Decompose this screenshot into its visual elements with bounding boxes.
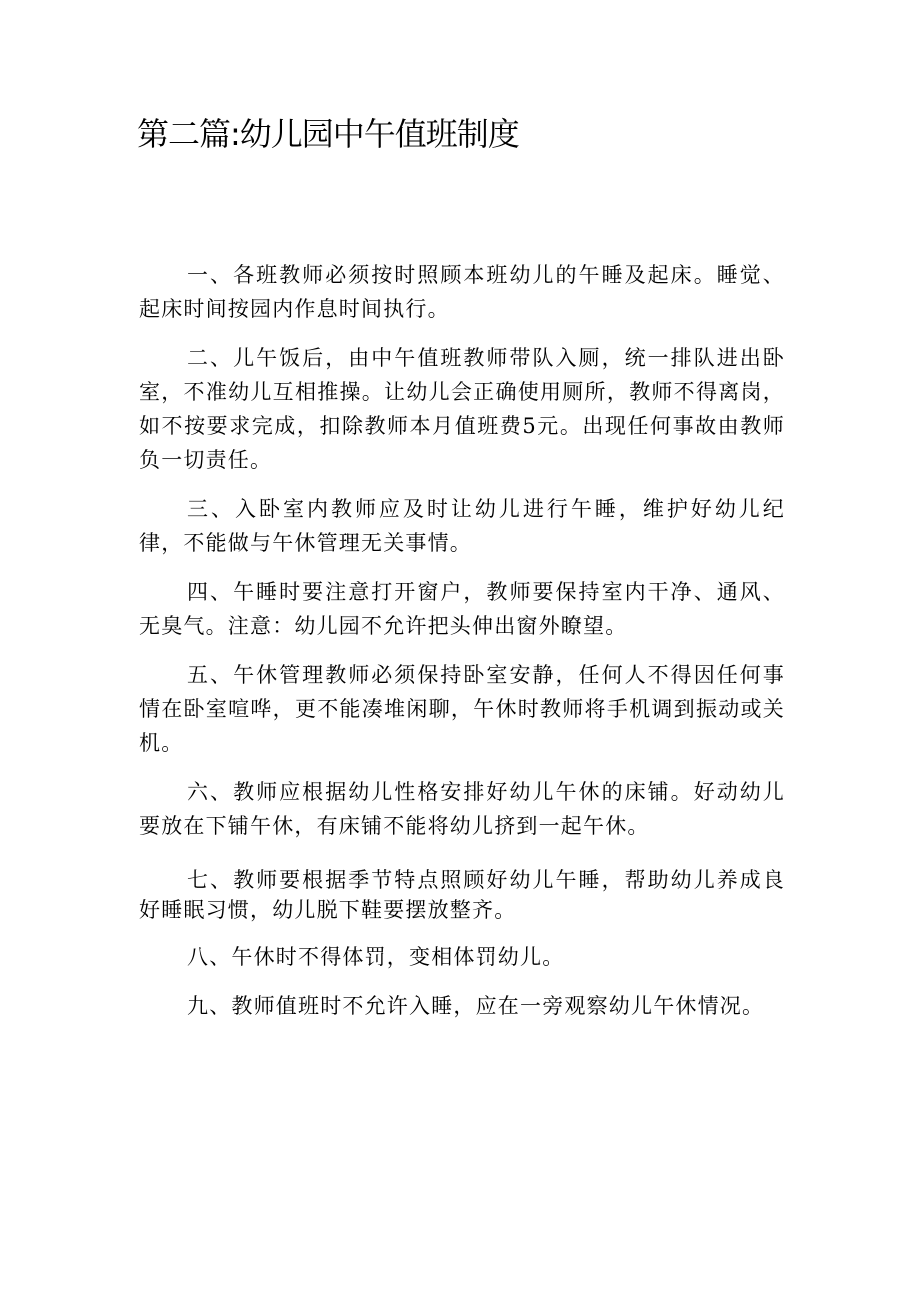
paragraph-8: 八、午休时不得体罚，变相体罚幼儿。 [187,945,565,969]
paragraph-5: 五、午休管理教师必须保持卧室安静，任何人不得因任何事情在卧室喧哗，更不能凑堆闲聊，午休时教师将手机调到振动或关机。 [139,663,785,755]
paragraph-6: 六、教师应根据幼儿性格安排好幼儿午休的床铺。好动幼儿要放在下铺午休，有床铺不能将幼儿挤到一起午休。 [139,780,785,838]
paragraph-2: 二、儿午饭后，由中午值班教师带队入厕，统一排队进出卧室，不准幼儿互相推操。让幼儿会正确使用厕所，教师不得离岗，如不按要求完成，扣除教师本月值班费5元。出现任何事故由教师负一切责任。 [139,346,785,472]
paragraph-1: 一、各班教师必须按时照顾本班幼儿的午睡及起床。睡觉、起床时间按园内作息时间执行。 [139,263,785,321]
paragraph-4: 四、午睡时要注意打开窗户，教师要保持室内干净、通风、无臭气。注意：幼儿园不允许把头伸出窗外瞭望。 [139,580,785,638]
document-title: 第二篇:幼儿园中午值班制度 [137,115,519,153]
paragraph-9: 九、教师值班时不允许入睡，应在一旁观察幼儿午休情况。 [187,994,765,1018]
paragraph-3: 三、入卧室内教师应及时让幼儿进行午睡，维护好幼儿纪律，不能做与午休管理无关事情。 [139,497,785,555]
document-body [139,258,785,1038]
paragraph-7: 七、教师要根据季节特点照顾好幼儿午睡，帮助幼儿养成良好睡眠习惯，幼儿脱下鞋要摆放整齐。 [139,868,785,922]
